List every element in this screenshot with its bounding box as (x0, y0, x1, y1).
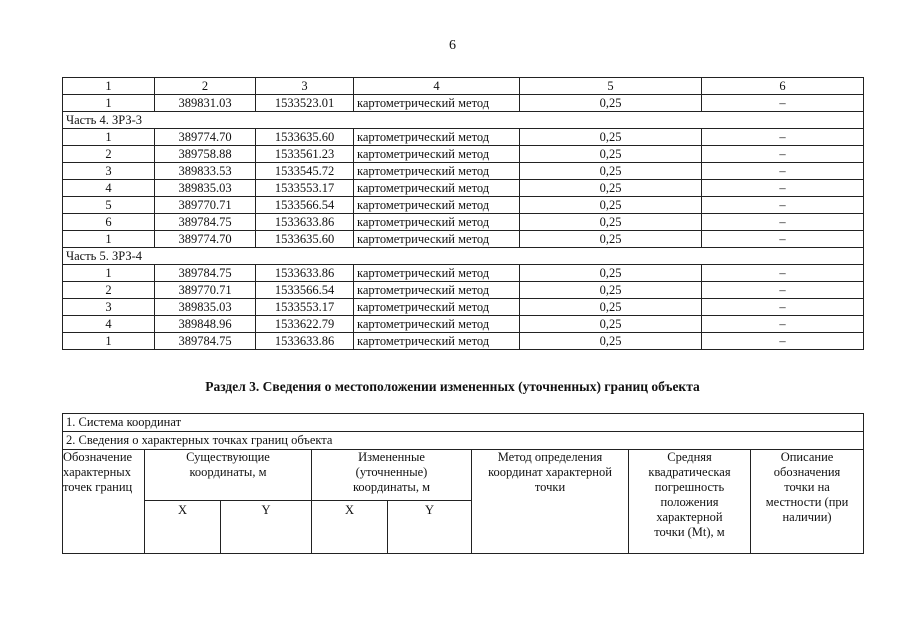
header-line: Описание (780, 450, 834, 464)
x-coordinate-cell: 389831.03 (155, 95, 256, 112)
existing-x-header: X (145, 501, 221, 554)
table-row (63, 197, 864, 214)
part-title: Часть 4. ЗРЗ-3 (63, 112, 864, 129)
description-cell: – (702, 129, 864, 146)
header-line: координаты, м (352, 480, 430, 494)
y-coordinate-cell: 1533633.86 (256, 265, 354, 282)
header-line: Существующие (186, 450, 270, 464)
table-row (63, 163, 864, 180)
table-row (63, 333, 864, 350)
point-number-cell: 4 (63, 180, 155, 197)
error-cell: 0,25 (520, 180, 702, 197)
table-row (63, 316, 864, 333)
y-coordinate-cell: 1533523.01 (256, 95, 354, 112)
description-cell: – (702, 197, 864, 214)
x-coordinate-cell: 389784.75 (155, 333, 256, 350)
table-row (63, 282, 864, 299)
header-line: Метод определения (497, 450, 603, 464)
x-coordinate-cell: 389784.75 (155, 265, 256, 282)
method-cell: картометрический метод (354, 333, 520, 350)
x-coordinate-cell: 389784.75 (155, 214, 256, 231)
header-line: Средняя (667, 450, 712, 464)
description-cell: – (702, 299, 864, 316)
table-row (63, 214, 864, 231)
y-coordinate-cell: 1533633.86 (256, 333, 354, 350)
y-coordinate-cell: 1533635.60 (256, 129, 354, 146)
point-number-cell: 4 (63, 316, 155, 333)
point-number-cell: 2 (63, 146, 155, 163)
y-coordinate-cell: 1533561.23 (256, 146, 354, 163)
y-coordinate-cell: 1533545.72 (256, 163, 354, 180)
part-title-row (63, 248, 864, 265)
error-cell: 0,25 (520, 265, 702, 282)
changed-y-header: Y (388, 501, 472, 554)
header-line: точки на (784, 480, 830, 494)
y-coordinate-cell: 1533633.86 (256, 214, 354, 231)
table-row (63, 129, 864, 146)
x-coordinate-cell: 389848.96 (155, 316, 256, 333)
description-cell: – (702, 282, 864, 299)
header-line: точек границ (63, 480, 133, 494)
description-cell: – (702, 333, 864, 350)
point-number-cell: 2 (63, 282, 155, 299)
table-row (63, 180, 864, 197)
error-cell: 0,25 (520, 129, 702, 146)
error-cell: 0,25 (520, 214, 702, 231)
method-cell: картометрический метод (354, 214, 520, 231)
column-number-header: 3 (256, 78, 354, 95)
point-number-cell: 1 (63, 333, 155, 350)
table-row (63, 146, 864, 163)
column-number-header: 5 (520, 78, 702, 95)
x-coordinate-cell: 389833.53 (155, 163, 256, 180)
error-cell: 0,25 (520, 282, 702, 299)
page-number: 6 (449, 38, 456, 53)
header-line: наличии) (782, 510, 832, 524)
point-number-cell: 3 (63, 163, 155, 180)
x-coordinate-cell: 389770.71 (155, 197, 256, 214)
description-cell: – (702, 95, 864, 112)
point-number-cell: 1 (63, 265, 155, 282)
y-coordinate-cell: 1533566.54 (256, 197, 354, 214)
method-cell: картометрический метод (354, 316, 520, 333)
error-cell: 0,25 (520, 95, 702, 112)
changed-coordinates-header (312, 450, 472, 501)
boundary-points-row: 2. Сведения о характерных точках границ объекта (63, 432, 864, 450)
method-header (472, 450, 629, 554)
point-number-cell: 1 (63, 95, 155, 112)
error-header (629, 450, 751, 554)
table-row (63, 265, 864, 282)
header-line: Обозначение (63, 450, 133, 464)
description-cell: – (702, 180, 864, 197)
method-cell: картометрический метод (354, 95, 520, 112)
header-line: Измененные (358, 450, 425, 464)
point-number-cell: 6 (63, 214, 155, 231)
header-row (63, 78, 864, 95)
method-cell: картометрический метод (354, 282, 520, 299)
description-cell: – (702, 146, 864, 163)
point-number-cell: 1 (63, 231, 155, 248)
coordinate-system-row: 1. Система координат (63, 414, 864, 432)
point-number-cell: 3 (63, 299, 155, 316)
method-cell: картометрический метод (354, 163, 520, 180)
y-coordinate-cell: 1533566.54 (256, 282, 354, 299)
changed-x-header: X (312, 501, 388, 554)
header-line: местности (при (765, 495, 849, 509)
description-cell: – (702, 163, 864, 180)
coordinates-table (62, 77, 864, 350)
table-row (63, 95, 864, 112)
header-line: обозначения (773, 465, 841, 479)
column-number-header: 6 (702, 78, 864, 95)
part-title: Часть 5. ЗРЗ-4 (63, 248, 864, 265)
description-header (751, 450, 864, 554)
header-line: точки (Mt), м (654, 525, 725, 539)
description-cell: – (702, 214, 864, 231)
table-row (63, 231, 864, 248)
method-cell: картометрический метод (354, 265, 520, 282)
existing-y-header: Y (221, 501, 312, 554)
method-cell: картометрический метод (354, 231, 520, 248)
error-cell: 0,25 (520, 299, 702, 316)
description-cell: – (702, 316, 864, 333)
designation-header (63, 450, 145, 554)
x-coordinate-cell: 389770.71 (155, 282, 256, 299)
x-coordinate-cell: 389758.88 (155, 146, 256, 163)
section-3-title: Раздел 3. Сведения о местоположении измененных (уточненных) границ объекта (205, 379, 700, 394)
method-cell: картометрический метод (354, 129, 520, 146)
y-coordinate-cell: 1533553.17 (256, 180, 354, 197)
method-cell: картометрический метод (354, 299, 520, 316)
header-line: характерных (63, 465, 131, 479)
column-number-header: 4 (354, 78, 520, 95)
header-line: (уточненные) (355, 465, 428, 479)
existing-coordinates-header (145, 450, 312, 501)
header-line: координат характерной (488, 465, 612, 479)
table-row (63, 299, 864, 316)
x-coordinate-cell: 389774.70 (155, 231, 256, 248)
error-cell: 0,25 (520, 146, 702, 163)
error-cell: 0,25 (520, 197, 702, 214)
header-line: квадратическая (648, 465, 731, 479)
x-coordinate-cell: 389835.03 (155, 180, 256, 197)
error-cell: 0,25 (520, 316, 702, 333)
column-number-header: 2 (155, 78, 256, 95)
point-number-cell: 5 (63, 197, 155, 214)
description-cell: – (702, 265, 864, 282)
description-cell: – (702, 231, 864, 248)
header-line: характерной (656, 510, 723, 524)
error-cell: 0,25 (520, 163, 702, 180)
y-coordinate-cell: 1533553.17 (256, 299, 354, 316)
error-cell: 0,25 (520, 333, 702, 350)
method-cell: картометрический метод (354, 197, 520, 214)
x-coordinate-cell: 389774.70 (155, 129, 256, 146)
point-number-cell: 1 (63, 129, 155, 146)
column-number-header: 1 (63, 78, 155, 95)
part-title-row (63, 112, 864, 129)
header-line: точки (534, 480, 566, 494)
header-line: положения (660, 495, 719, 509)
error-cell: 0,25 (520, 231, 702, 248)
section-3-table (62, 413, 864, 554)
header-line: координаты, м (189, 465, 267, 479)
y-coordinate-cell: 1533622.79 (256, 316, 354, 333)
method-cell: картометрический метод (354, 180, 520, 197)
x-coordinate-cell: 389835.03 (155, 299, 256, 316)
header-line: погрешность (654, 480, 725, 494)
method-cell: картометрический метод (354, 146, 520, 163)
y-coordinate-cell: 1533635.60 (256, 231, 354, 248)
